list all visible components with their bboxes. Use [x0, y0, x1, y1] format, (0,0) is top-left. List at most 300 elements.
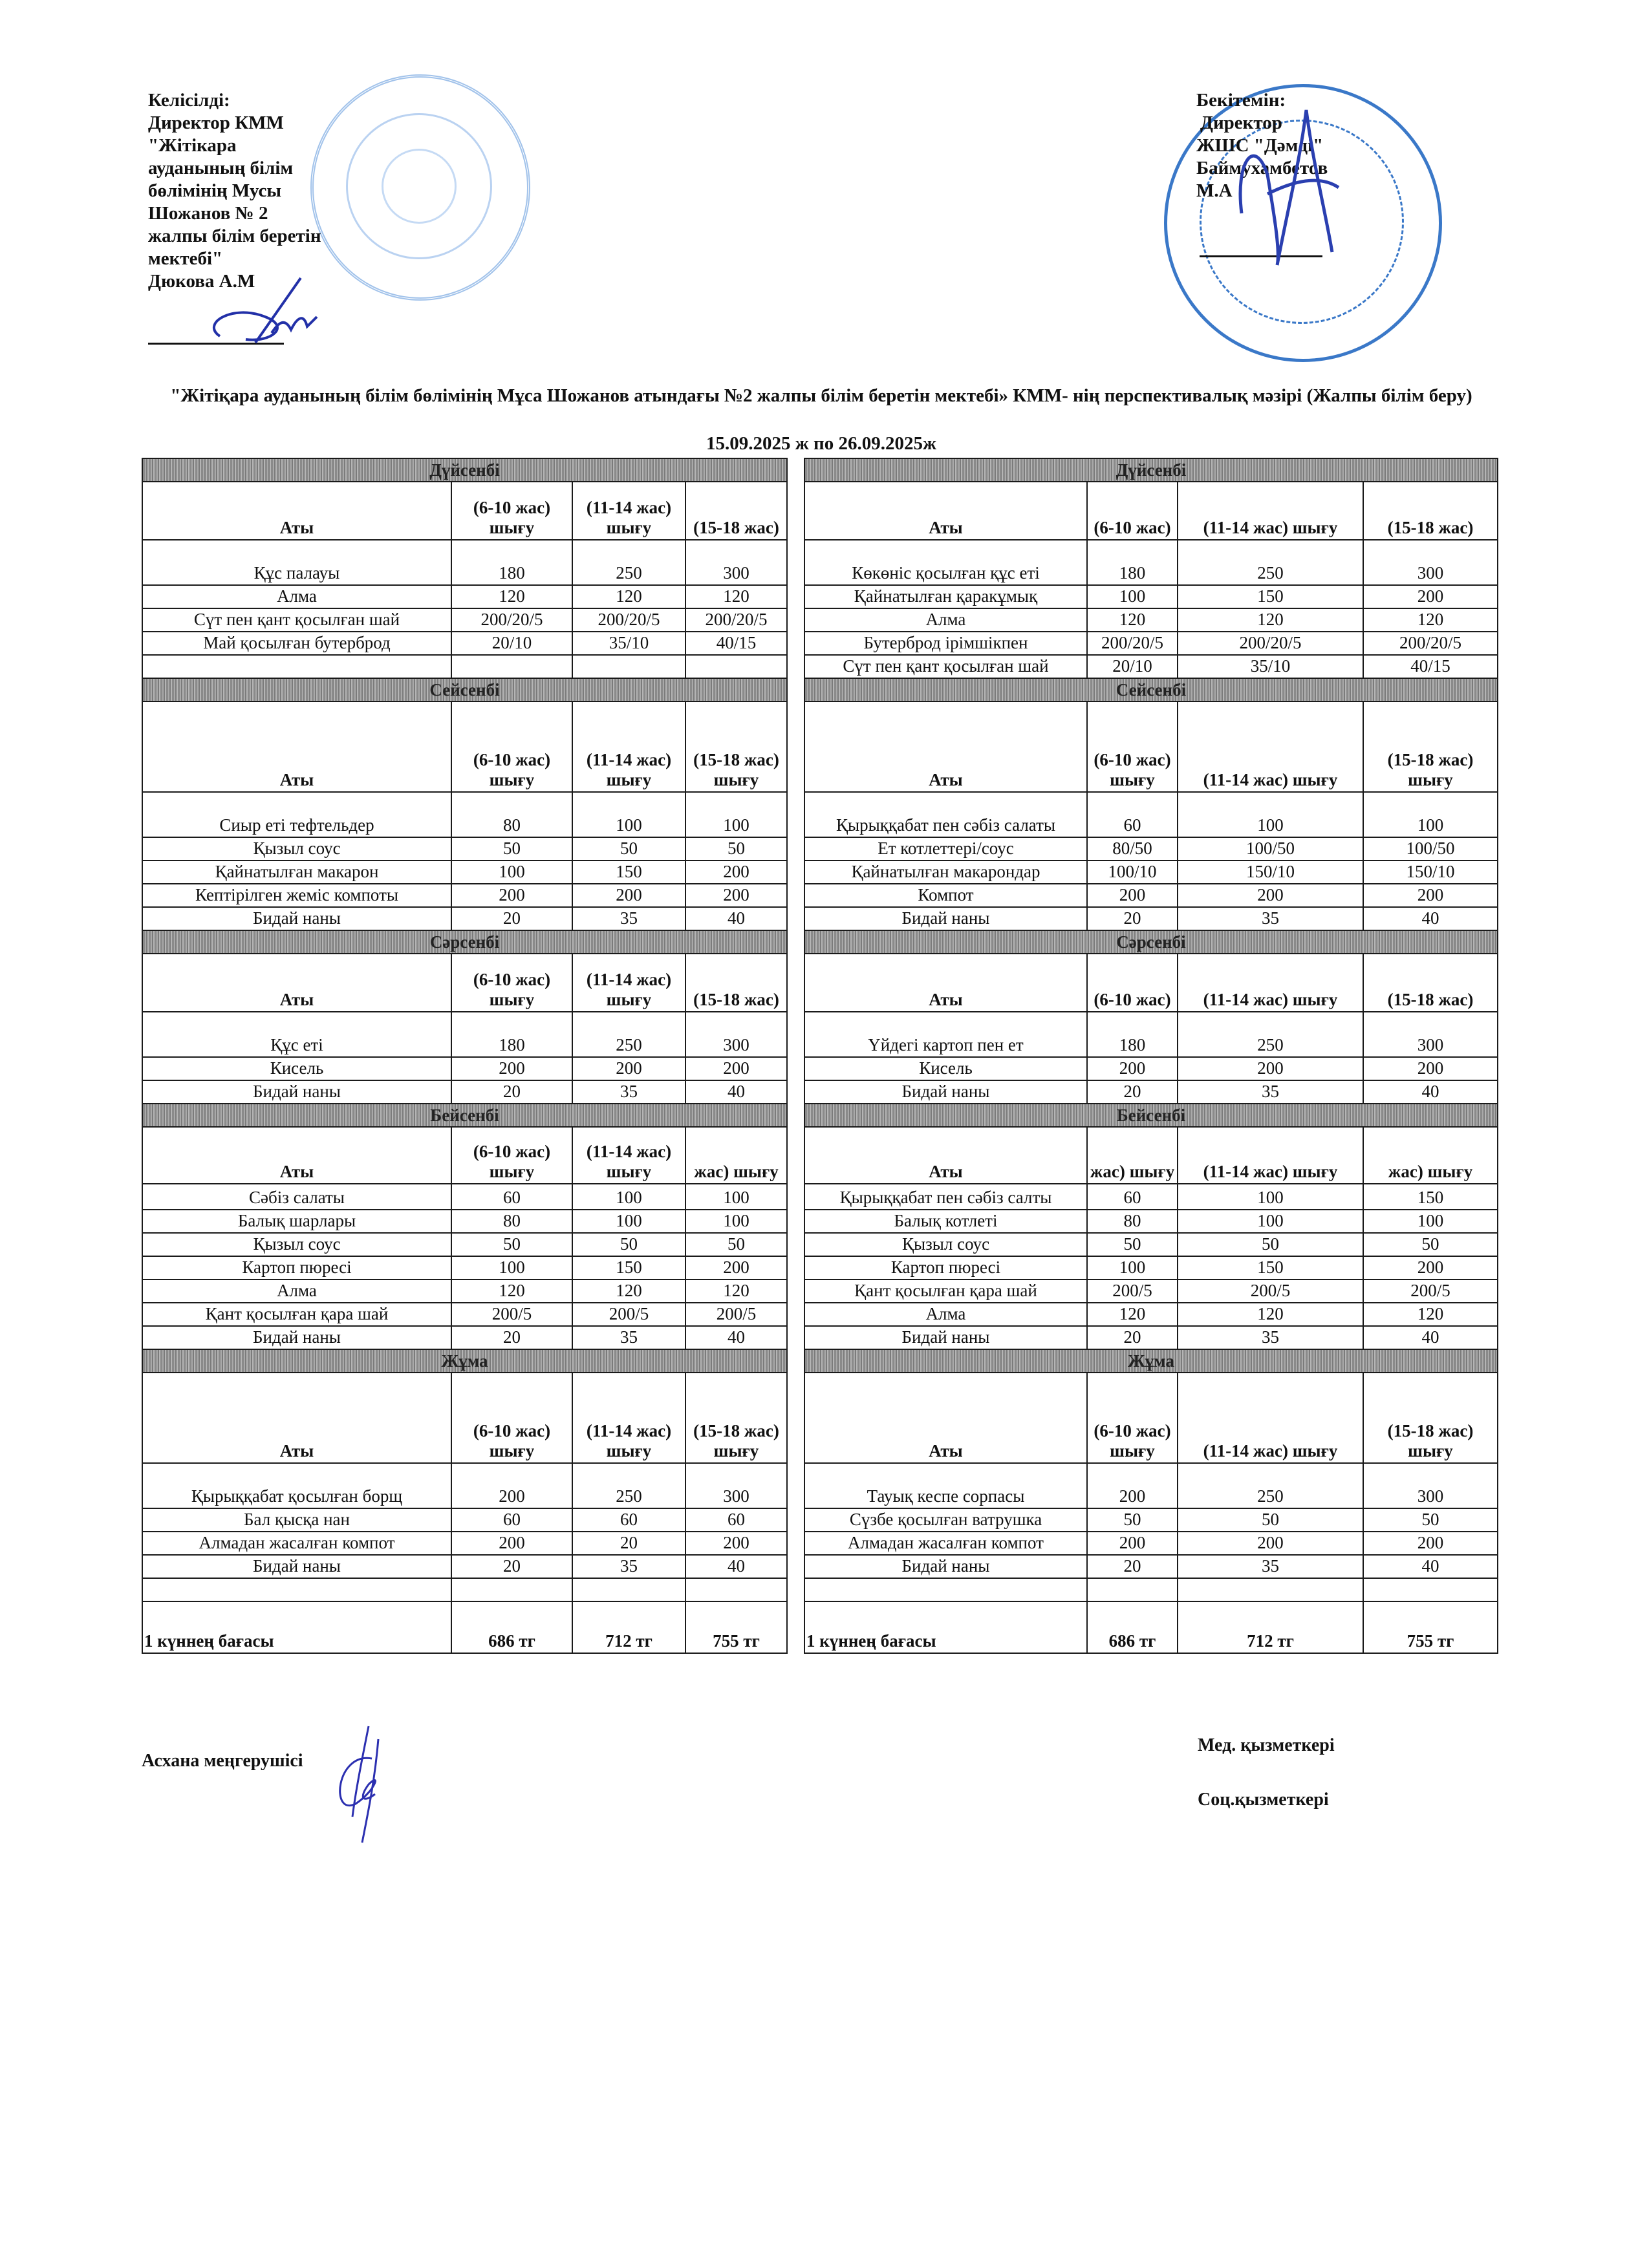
- dish-name: Қырыққабат пен сәбіз салты: [804, 1184, 1087, 1210]
- portion-value: 35: [572, 907, 685, 930]
- portion-value: 40: [685, 907, 787, 930]
- portion-value: 200/20/5: [685, 608, 787, 632]
- dish-name: Алма: [804, 1303, 1087, 1326]
- med-worker-label: Мед. қызметкері: [1198, 1735, 1335, 1755]
- dish-name: Алмадан жасалған компот: [804, 1532, 1087, 1555]
- column-header-row: [142, 701, 787, 792]
- portion-value: 60: [451, 1508, 572, 1532]
- dish-name: Қызыл соус: [804, 1233, 1087, 1256]
- table-row: [804, 1578, 1498, 1601]
- dish-name: Қант қосылған қара шай: [142, 1303, 451, 1326]
- portion-value: 250: [572, 1463, 685, 1508]
- dish-name: Сәбіз салаты: [142, 1184, 451, 1210]
- table-row: [142, 1303, 787, 1326]
- approval-left-line: бөлімінің Мусы: [148, 180, 281, 201]
- portion-value: 35: [1178, 1555, 1363, 1578]
- portion-value: 50: [1087, 1508, 1178, 1532]
- column-header-age: (15-18 жас): [685, 954, 787, 1012]
- column-header-name: Аты: [142, 1373, 451, 1463]
- portion-value: 120: [572, 585, 685, 608]
- portion-value: 120: [685, 1279, 787, 1303]
- portion-value: 200/5: [451, 1303, 572, 1326]
- portion-value: 100: [685, 1184, 787, 1210]
- portion-value: 200/20/5: [1363, 632, 1498, 655]
- portion-value: 80: [451, 1210, 572, 1233]
- column-header-row: [804, 701, 1498, 792]
- portion-value: 300: [1363, 1463, 1498, 1508]
- table-row: [142, 1233, 787, 1256]
- portion-value: 40: [1363, 907, 1498, 930]
- portion-value: 150: [1178, 1256, 1363, 1279]
- column-header-age: (11-14 жас) шығу: [1178, 954, 1363, 1012]
- portion-value: 120: [451, 1279, 572, 1303]
- portion-value: 200: [451, 1057, 572, 1080]
- portion-value: 150/10: [1178, 861, 1363, 884]
- dish-name: Балық котлеті: [804, 1210, 1087, 1233]
- portion-value: 35: [1178, 907, 1363, 930]
- column-header-age: (15-18 жас) шығу: [685, 1373, 787, 1463]
- period: 15.09.2025 ж по 26.09.2025ж: [706, 433, 936, 454]
- approval-left-line: "Жітікара: [148, 135, 237, 156]
- portion-value: 200: [1087, 1057, 1178, 1080]
- column-header-age: (11-14 жас) шығу: [572, 1373, 685, 1463]
- dish-name: [142, 655, 451, 678]
- portion-value: 100: [1178, 1210, 1363, 1233]
- column-header-age: (6-10 жас) шығу: [451, 701, 572, 792]
- portion-value: 200: [1178, 1532, 1363, 1555]
- dish-name: [804, 1578, 1087, 1601]
- daily-price-value: 686 тг: [451, 1601, 572, 1653]
- portion-value: 100/10: [1087, 861, 1178, 884]
- portion-value: 80/50: [1087, 837, 1178, 861]
- daily-price-label: 1 күннең бағасы: [142, 1601, 451, 1653]
- portion-value: 20: [1087, 907, 1178, 930]
- portion-value: [1178, 1578, 1363, 1601]
- table-row: [804, 1508, 1498, 1532]
- portion-value: 40: [1363, 1555, 1498, 1578]
- column-header-name: Аты: [804, 1127, 1087, 1184]
- day-band-row: [804, 930, 1498, 954]
- table-row: [142, 792, 787, 837]
- portion-value: 120: [1178, 1303, 1363, 1326]
- portion-value: 200: [1087, 1463, 1178, 1508]
- table-row: [142, 1555, 787, 1578]
- portion-value: 40: [685, 1326, 787, 1349]
- table-row: [804, 655, 1498, 678]
- table-row: [804, 1012, 1498, 1057]
- portion-value: 250: [1178, 1463, 1363, 1508]
- day-band-row: [804, 1349, 1498, 1373]
- column-header-name: Аты: [804, 1373, 1087, 1463]
- portion-value: 20: [451, 1555, 572, 1578]
- portion-value: 50: [1087, 1233, 1178, 1256]
- portion-value: 20: [451, 1080, 572, 1104]
- table-row: [804, 1080, 1498, 1104]
- portion-value: 35/10: [1178, 655, 1363, 678]
- portion-value: 200: [451, 1532, 572, 1555]
- portion-value: 200/20/5: [1087, 632, 1178, 655]
- signature-left: [194, 265, 336, 362]
- table-row: [804, 585, 1498, 608]
- day-band-row: [804, 1104, 1498, 1127]
- column-header-age: (6-10 жас) шығу: [451, 1127, 572, 1184]
- day-name: Сәрсенбі: [142, 930, 787, 954]
- portion-value: 200: [1363, 1256, 1498, 1279]
- portion-value: 100: [572, 792, 685, 837]
- table-row: [804, 884, 1498, 907]
- portion-value: 100: [685, 1210, 787, 1233]
- portion-value: 200/5: [1087, 1279, 1178, 1303]
- portion-value: 40: [1363, 1326, 1498, 1349]
- portion-value: 50: [572, 1233, 685, 1256]
- table-row: [804, 1233, 1498, 1256]
- day-band-row: [142, 1104, 787, 1127]
- portion-value: [451, 655, 572, 678]
- portion-value: 250: [1178, 540, 1363, 585]
- portion-value: 200: [1363, 1532, 1498, 1555]
- table-row: [804, 1463, 1498, 1508]
- portion-value: 120: [1178, 608, 1363, 632]
- day-name: Дүйсенбі: [804, 458, 1498, 482]
- table-row: [804, 907, 1498, 930]
- dish-name: Тауық кеспе сорпасы: [804, 1463, 1087, 1508]
- dish-name: Бидай наны: [142, 1326, 451, 1349]
- column-header-age: (6-10 жас): [1087, 482, 1178, 540]
- column-header-age: жас) шығу: [685, 1127, 787, 1184]
- dish-name: Сүзбе қосылған ватрушка: [804, 1508, 1087, 1532]
- portion-value: 200: [572, 884, 685, 907]
- table-row: [142, 1080, 787, 1104]
- portion-value: 180: [451, 1012, 572, 1057]
- portion-value: 40: [685, 1555, 787, 1578]
- column-header-name: Аты: [142, 1127, 451, 1184]
- table-row: [804, 837, 1498, 861]
- school-stamp: [310, 74, 530, 301]
- dish-name: Бутерброд ірімшікпен: [804, 632, 1087, 655]
- column-header-age: (11-14 жас) шығу: [572, 954, 685, 1012]
- portion-value: 40: [685, 1080, 787, 1104]
- portion-value: 200: [451, 884, 572, 907]
- table-row: [142, 884, 787, 907]
- kitchen-head-signature: [323, 1720, 407, 1849]
- table-row: [804, 632, 1498, 655]
- column-header-age: (15-18 жас) шығу: [685, 701, 787, 792]
- portion-value: 20: [1087, 1080, 1178, 1104]
- dish-name: Картоп пюресі: [804, 1256, 1087, 1279]
- table-row: [142, 1012, 787, 1057]
- table-row: [142, 1463, 787, 1508]
- portion-value: 120: [1363, 1303, 1498, 1326]
- portion-value: 100: [1363, 1210, 1498, 1233]
- column-header-age: (11-14 жас) шығу: [572, 482, 685, 540]
- portion-value: 100: [1363, 792, 1498, 837]
- approval-left-line: Директор КММ: [148, 112, 284, 133]
- kitchen-head-label: Асхана меңгерушісі: [142, 1751, 303, 1771]
- day-band-row: [142, 678, 787, 701]
- table-row: [804, 1326, 1498, 1349]
- portion-value: 180: [1087, 1012, 1178, 1057]
- table-row: [804, 1303, 1498, 1326]
- portion-value: 35: [1178, 1080, 1363, 1104]
- dish-name: Ет котлеттері/соус: [804, 837, 1087, 861]
- portion-value: 50: [685, 1233, 787, 1256]
- portion-value: 300: [685, 1012, 787, 1057]
- dish-name: Көкөніс қосылған құс еті: [804, 540, 1087, 585]
- dish-name: Қызыл соус: [142, 1233, 451, 1256]
- column-header-row: [142, 954, 787, 1012]
- table-row: [142, 907, 787, 930]
- portion-value: 200: [1363, 1057, 1498, 1080]
- table-row: [142, 632, 787, 655]
- table-row: [142, 1210, 787, 1233]
- portion-value: 200: [1087, 884, 1178, 907]
- portion-value: 100: [1178, 1184, 1363, 1210]
- portion-value: 35: [572, 1326, 685, 1349]
- table-row: [804, 1210, 1498, 1233]
- day-name: Сейсенбі: [142, 678, 787, 701]
- day-name: Жұма: [142, 1349, 787, 1373]
- dish-name: Қырыққабат қосылған борщ: [142, 1463, 451, 1508]
- column-header-age: (11-14 жас) шығу: [572, 701, 685, 792]
- portion-value: 200/5: [1363, 1279, 1498, 1303]
- portion-value: 200: [685, 1532, 787, 1555]
- table-row: [142, 655, 787, 678]
- portion-value: 180: [451, 540, 572, 585]
- portion-value: 200: [572, 1057, 685, 1080]
- signature-right: [1229, 84, 1358, 278]
- table-row: [804, 540, 1498, 585]
- approval-right-line: Бекітемін:: [1196, 90, 1286, 111]
- portion-value: 300: [685, 540, 787, 585]
- table-row: [804, 1256, 1498, 1279]
- portion-value: 200: [1178, 1057, 1363, 1080]
- table-row: [142, 1279, 787, 1303]
- portion-value: 300: [1363, 540, 1498, 585]
- dish-name: Бидай наны: [142, 1555, 451, 1578]
- portion-value: 20/10: [1087, 655, 1178, 678]
- dish-name: Кисель: [804, 1057, 1087, 1080]
- day-band-row: [804, 458, 1498, 482]
- portion-value: [451, 1578, 572, 1601]
- portion-value: 250: [1178, 1012, 1363, 1057]
- table-row: [142, 1256, 787, 1279]
- portion-value: 40: [1363, 1080, 1498, 1104]
- daily-price-value: 686 тг: [1087, 1601, 1178, 1653]
- portion-value: 200: [685, 861, 787, 884]
- portion-value: [1087, 1578, 1178, 1601]
- portion-value: [685, 1578, 787, 1601]
- portion-value: 300: [685, 1463, 787, 1508]
- dish-name: Сиыр еті тефтельдер: [142, 792, 451, 837]
- portion-value: 150: [572, 861, 685, 884]
- approval-right-line: Баймухамбетов: [1196, 158, 1328, 178]
- portion-value: 35/10: [572, 632, 685, 655]
- portion-value: 100: [1087, 585, 1178, 608]
- portion-value: 100/50: [1363, 837, 1498, 861]
- column-header-age: (11-14 жас) шығу: [1178, 1373, 1363, 1463]
- portion-value: 150: [1178, 585, 1363, 608]
- column-header-age: (11-14 жас) шығу: [572, 1127, 685, 1184]
- dish-name: Қайнатылған макарон: [142, 861, 451, 884]
- portion-value: 20: [1087, 1555, 1178, 1578]
- day-band-row: [142, 1349, 787, 1373]
- portion-value: [685, 655, 787, 678]
- portion-value: 50: [1178, 1508, 1363, 1532]
- dish-name: Бидай наны: [804, 1080, 1087, 1104]
- daily-price-value: 755 тг: [685, 1601, 787, 1653]
- dish-name: Бидай наны: [804, 907, 1087, 930]
- portion-value: [572, 1578, 685, 1601]
- column-header-age: (11-14 жас) шығу: [1178, 701, 1363, 792]
- day-band-row: [142, 930, 787, 954]
- portion-value: 40/15: [685, 632, 787, 655]
- portion-value: 200: [685, 884, 787, 907]
- column-header-age: (6-10 жас) шығу: [451, 1373, 572, 1463]
- portion-value: 20: [572, 1532, 685, 1555]
- approval-left: [148, 89, 321, 293]
- dish-name: Алма: [804, 608, 1087, 632]
- column-header-age: (6-10 жас) шығу: [1087, 701, 1178, 792]
- dish-name: Картоп пюресі: [142, 1256, 451, 1279]
- column-header-age: (6-10 жас): [1087, 954, 1178, 1012]
- dish-name: Қайнатылған қаракұмық: [804, 585, 1087, 608]
- table-row: [142, 837, 787, 861]
- approval-left-line: мектебі": [148, 248, 223, 269]
- dish-name: Кептірілген жеміс компоты: [142, 884, 451, 907]
- approval-right-line: М.А: [1196, 180, 1233, 201]
- column-header-row: [804, 482, 1498, 540]
- dish-name: Май қосылған бутерброд: [142, 632, 451, 655]
- table-row: [142, 585, 787, 608]
- approval-left-line: Келісілді:: [148, 90, 230, 111]
- portion-value: 150: [572, 1256, 685, 1279]
- portion-value: 150: [1363, 1184, 1498, 1210]
- portion-value: 60: [572, 1508, 685, 1532]
- portion-value: 100: [685, 792, 787, 837]
- portion-value: 200/5: [1178, 1279, 1363, 1303]
- portion-value: 20: [451, 1326, 572, 1349]
- portion-value: 60: [451, 1184, 572, 1210]
- dish-name: Қайнатылған макарондар: [804, 861, 1087, 884]
- approval-left-line: жалпы білім беретін: [148, 226, 321, 246]
- portion-value: 200: [451, 1463, 572, 1508]
- day-name: Сәрсенбі: [804, 930, 1498, 954]
- table-row: [804, 861, 1498, 884]
- table-row: [804, 1555, 1498, 1578]
- dish-name: Алмадан жасалған компот: [142, 1532, 451, 1555]
- portion-value: 120: [685, 585, 787, 608]
- dish-name: Бал қысқа нан: [142, 1508, 451, 1532]
- portion-value: 250: [572, 540, 685, 585]
- portion-value: 200/20/5: [572, 608, 685, 632]
- portion-value: 250: [572, 1012, 685, 1057]
- portion-value: 150/10: [1363, 861, 1498, 884]
- column-header-age: (15-18 жас) шығу: [1363, 1373, 1498, 1463]
- column-header-row: [142, 1373, 787, 1463]
- approval-right-line: ЖШС "Дәмді": [1196, 135, 1324, 156]
- dish-name: Үйдегі картоп пен ет: [804, 1012, 1087, 1057]
- day-name: Бейсенбі: [142, 1104, 787, 1127]
- dish-name: Сүт пен қант қосылған шай: [804, 655, 1087, 678]
- approval-left-line: Шожанов № 2: [148, 203, 268, 224]
- table-row: [142, 1508, 787, 1532]
- column-header-age: (6-10 жас) шығу: [451, 954, 572, 1012]
- dish-name: Кисель: [142, 1057, 451, 1080]
- portion-value: 50: [1178, 1233, 1363, 1256]
- daily-price-row: [142, 1601, 787, 1653]
- portion-value: 200/20/5: [451, 608, 572, 632]
- column-header-name: Аты: [142, 482, 451, 540]
- portion-value: 200: [1178, 884, 1363, 907]
- portion-value: 100/50: [1178, 837, 1363, 861]
- dish-name: Компот: [804, 884, 1087, 907]
- column-header-age: жас) шығу: [1087, 1127, 1178, 1184]
- dish-name: Қызыл соус: [142, 837, 451, 861]
- daily-price-value: 712 тг: [1178, 1601, 1363, 1653]
- column-header-row: [804, 1127, 1498, 1184]
- portion-value: 120: [1087, 1303, 1178, 1326]
- portion-value: 60: [685, 1508, 787, 1532]
- column-header-row: [804, 1373, 1498, 1463]
- column-header-age: (11-14 жас) шығу: [1178, 1127, 1363, 1184]
- day-name: Дүйсенбі: [142, 458, 787, 482]
- column-header-age: (15-18 жас): [1363, 482, 1498, 540]
- table-row: [142, 1326, 787, 1349]
- portion-value: 100: [572, 1184, 685, 1210]
- table-row: [804, 1279, 1498, 1303]
- portion-value: 50: [1363, 1508, 1498, 1532]
- portion-value: 50: [451, 1233, 572, 1256]
- table-row: [804, 1532, 1498, 1555]
- dish-name: Алма: [142, 585, 451, 608]
- dish-name: Құс еті: [142, 1012, 451, 1057]
- daily-price-row: [804, 1601, 1498, 1653]
- dish-name: Бидай наны: [142, 1080, 451, 1104]
- portion-value: 80: [451, 792, 572, 837]
- dish-name: Сүт пен қант қосылған шай: [142, 608, 451, 632]
- day-band-row: [142, 458, 787, 482]
- portion-value: [572, 655, 685, 678]
- column-header-row: [804, 954, 1498, 1012]
- social-worker-label: Соц.қызметкері: [1198, 1790, 1329, 1810]
- portion-value: 50: [572, 837, 685, 861]
- column-header-name: Аты: [804, 482, 1087, 540]
- table-row: [142, 1057, 787, 1080]
- portion-value: 50: [451, 837, 572, 861]
- column-header-age: жас) шығу: [1363, 1127, 1498, 1184]
- table-row: [804, 792, 1498, 837]
- dish-name: Құс палауы: [142, 540, 451, 585]
- portion-value: 200/5: [685, 1303, 787, 1326]
- menu-table-week1: [142, 458, 788, 1654]
- portion-value: 120: [1087, 608, 1178, 632]
- daily-price-value: 712 тг: [572, 1601, 685, 1653]
- approval-right-line: Директор: [1200, 112, 1282, 133]
- portion-value: 50: [685, 837, 787, 861]
- column-header-row: [142, 482, 787, 540]
- dish-name: Бидай наны: [804, 1326, 1087, 1349]
- portion-value: 100: [572, 1210, 685, 1233]
- portion-value: 200/5: [572, 1303, 685, 1326]
- dish-name: Қырыққабат пен сәбіз салаты: [804, 792, 1087, 837]
- column-header-age: (6-10 жас) шығу: [451, 482, 572, 540]
- menu-table-week2: [804, 458, 1498, 1654]
- portion-value: 300: [1363, 1012, 1498, 1057]
- column-header-age: (11-14 жас) шығу: [1178, 482, 1363, 540]
- portion-value: 180: [1087, 540, 1178, 585]
- table-row: [142, 540, 787, 585]
- day-name: Сейсенбі: [804, 678, 1498, 701]
